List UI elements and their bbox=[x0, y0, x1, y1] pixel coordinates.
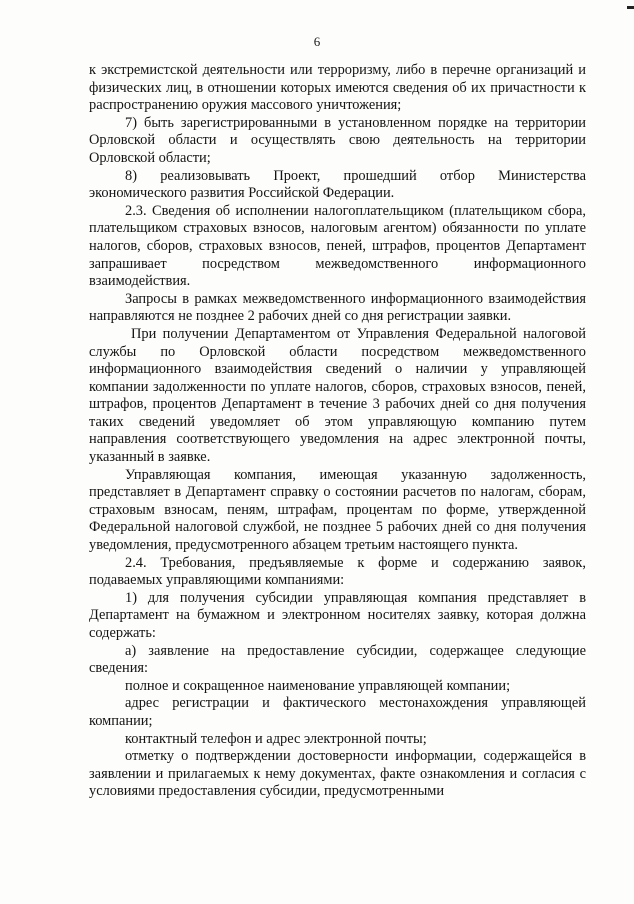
paragraph-10: а) заявление на предоставление субсидии, содержащее следующие сведения: bbox=[89, 642, 586, 677]
paragraph-4: 2.3. Сведения об исполнении налогоплательщиком (плательщиком сбора, плательщиком страховых взносов, налоговым агентом) обязанности по уплате налогов, сборов, страховых взносов, пеней, штрафов, процентов Департамент запрашивает посредством межведомственного информационного взаимодействия. bbox=[89, 202, 586, 290]
scan-corner-mark bbox=[627, 6, 634, 9]
paragraph-2: 7) быть зарегистрированными в установленном порядке на территории Орловской области и осуществлять свою деятельность на территории Орловской области; bbox=[89, 114, 586, 166]
paragraph-8: 2.4. Требования, предъявляемые к форме и содержанию заявок, подаваемых управляющими компаниями: bbox=[89, 554, 586, 589]
paragraph-13: контактный телефон и адрес электронной почты; bbox=[125, 730, 427, 747]
paragraph-3: 8) реализовывать Проект, прошедший отбор Министерства экономического развития Российской Федерации. bbox=[89, 167, 586, 202]
page-number: 6 bbox=[313, 34, 321, 49]
paragraph-7: Управляющая компания, имеющая указанную задолженность, представляет в Департамент справку о состоянии расчетов по налогам, сборам, страховым взносам, пеням, штрафам, процентам по форме, утвержденной Федеральной налоговой службой, не позднее 5 рабочих дней со дня получения уведомления, предусмотренного абзацем третьим настоящего пункта. bbox=[89, 466, 586, 554]
paragraph-5: Запросы в рамках межведомственного информационного взаимодействия направляются не позднее 2 рабочих дней со дня регистрации заявки. bbox=[89, 290, 586, 325]
paragraph-11: полное и сокращенное наименование управляющей компании; bbox=[125, 677, 511, 694]
paragraph-1: к экстремистской деятельности или терроризму, либо в перечне организаций и физических лиц, в отношении которых имеются сведения об их причастности к распространению оружия массового уничтожения; bbox=[89, 62, 586, 114]
paragraph-14: отметку о подтверждении достоверности информации, содержащейся в заявлении и прилагаемых к нему документах, факте ознакомления и согласия с условиями предоставления субсидии, предусмотренными bbox=[89, 748, 586, 800]
paragraph-9: 1) для получения субсидии управляющая компания представляет в Департамент на бумажном и электронном носителях заявку, которая должна содержать: bbox=[89, 589, 586, 641]
paragraph-12: адрес регистрации и фактического местонахождения управляющей компании; bbox=[89, 695, 586, 729]
document-body bbox=[89, 62, 586, 801]
paragraph-6: При получении Департаментом от Управления Федеральной налоговой службы по Орловской области посредством межведомственного информационного взаимодействия сведений о наличии у управляющей компании задолженности по уплате налогов, сборов, страховых взносов, пеней, штрафов, процентов Департамент в течение 3 рабочих дней со дня получения таких сведений уведомляет об этом управляющую компанию путем направления соответствующего уведомления на адрес электронной почты, указанный в заявке. bbox=[89, 325, 586, 466]
